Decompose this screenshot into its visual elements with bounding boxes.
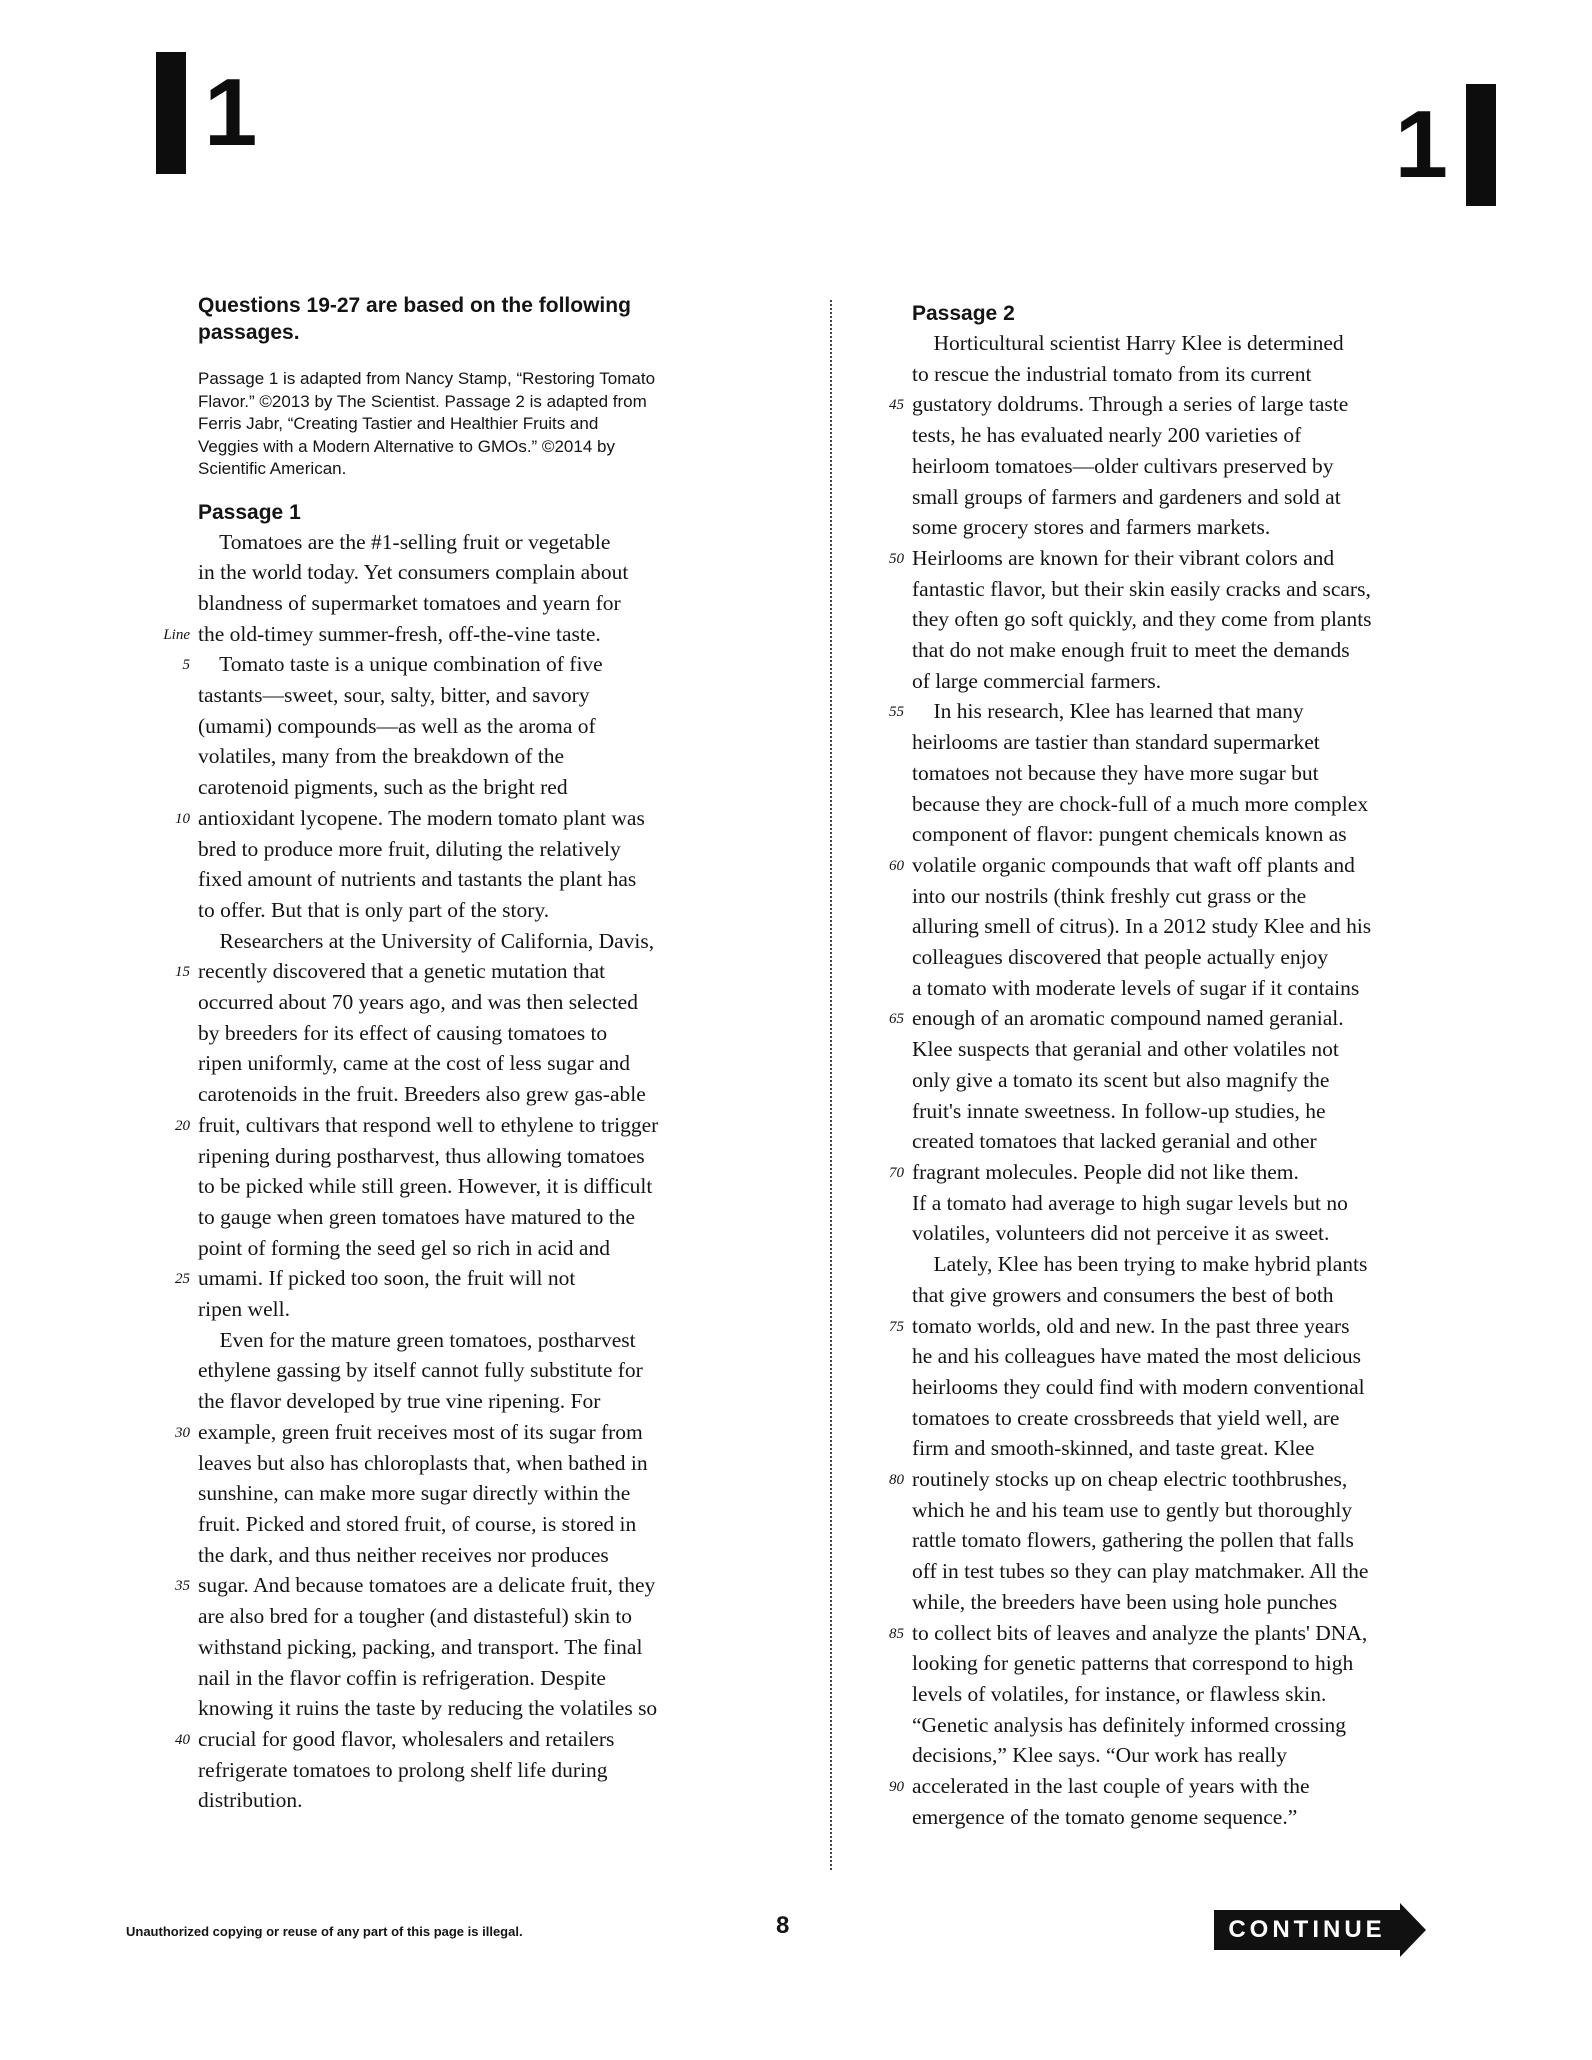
line-text: the dark, and thus neither receives nor produces bbox=[198, 1542, 609, 1567]
passage-line bbox=[912, 758, 1492, 789]
passage-line bbox=[912, 819, 1492, 850]
line-text: tomato worlds, old and new. In the past three years bbox=[912, 1313, 1350, 1338]
passage-line bbox=[175, 1417, 778, 1448]
passage-2-title: Passage 2 bbox=[912, 302, 1015, 325]
questions-heading-line: passages. bbox=[198, 321, 300, 344]
line-text: emergence of the tomato genome sequence.” bbox=[912, 1804, 1298, 1829]
passage-line bbox=[198, 1386, 778, 1417]
line-number: 5 bbox=[182, 657, 190, 674]
passage-line bbox=[912, 451, 1492, 482]
line-text: to rescue the industrial tomato from its current bbox=[912, 361, 1312, 386]
line-text: bred to produce more fruit, diluting the relatively bbox=[198, 836, 621, 861]
line-number: 35 bbox=[175, 1578, 190, 1595]
passage-line bbox=[912, 1280, 1492, 1311]
source-line: Ferris Jabr, “Creating Tastier and Healthier Fruits and bbox=[198, 414, 599, 433]
line-text: sunshine, can make more sugar directly within the bbox=[198, 1481, 631, 1506]
arrow-right-icon bbox=[1400, 1903, 1426, 1957]
line-text: Researchers at the University of California, Davis, bbox=[198, 928, 655, 953]
passage-line bbox=[198, 1325, 778, 1356]
passage-line bbox=[912, 420, 1492, 451]
line-text: crucial for good flavor, wholesalers and retailers bbox=[198, 1726, 615, 1751]
line-number: 55 bbox=[889, 704, 904, 721]
line-text: volatile organic compounds that waft off plants and bbox=[912, 852, 1355, 877]
passage-line bbox=[912, 727, 1492, 758]
passage-line bbox=[912, 1403, 1492, 1434]
column-divider bbox=[830, 300, 832, 1870]
source-line: Veggies with a Modern Alternative to GMOs.” ©2014 by bbox=[198, 436, 615, 456]
passage-line bbox=[889, 1311, 1492, 1342]
passage-line bbox=[912, 1587, 1492, 1618]
line-text: fragrant molecules. People did not like them. bbox=[912, 1159, 1299, 1184]
page-number: 8 bbox=[776, 1912, 790, 1939]
passage-line bbox=[889, 543, 1492, 574]
line-text: volatiles, many from the breakdown of the bbox=[198, 744, 564, 769]
line-text: of large commercial farmers. bbox=[912, 668, 1162, 693]
source-line: Passage 1 is adapted from Nancy Stamp, “Restoring Tomato bbox=[198, 369, 656, 388]
line-text: heirlooms they could find with modern conventional bbox=[912, 1374, 1365, 1399]
passage-line bbox=[175, 1570, 778, 1601]
passage-line bbox=[198, 1141, 778, 1172]
line-text: fantastic flavor, but their skin easily cracks and scars, bbox=[912, 576, 1371, 601]
line-text: they often go soft quickly, and they come from plants bbox=[912, 607, 1372, 632]
line-text: Horticultural scientist Harry Klee is determined bbox=[912, 331, 1344, 355]
passage-line bbox=[175, 1110, 778, 1141]
passage-line bbox=[889, 389, 1492, 420]
passage-line bbox=[198, 1785, 778, 1816]
line-text: Tomato taste is a unique combination of five bbox=[198, 652, 603, 677]
passage-line bbox=[912, 635, 1492, 666]
passage-line bbox=[198, 834, 778, 865]
line-text: that do not make enough fruit to meet the demands bbox=[912, 638, 1350, 663]
passage-line bbox=[182, 649, 778, 680]
passage-line bbox=[889, 1618, 1492, 1649]
line-text: “Genetic analysis has definitely informed crossing bbox=[912, 1712, 1347, 1737]
passage-line bbox=[912, 1556, 1492, 1587]
line-number: 70 bbox=[889, 1164, 904, 1181]
line-text: Tomatoes are the #1-selling fruit or vegetable bbox=[198, 529, 611, 554]
line-number: 50 bbox=[889, 550, 904, 567]
line-text: knowing it ruins the taste by reducing the volatiles so bbox=[198, 1696, 658, 1721]
passage-line bbox=[912, 1802, 1492, 1833]
line-text: alluring smell of citrus). In a 2012 study Klee and his bbox=[912, 914, 1372, 939]
passage-line bbox=[912, 1433, 1492, 1464]
left-column bbox=[163, 292, 778, 1816]
right-column bbox=[889, 300, 1492, 1832]
line-text: fixed amount of nutrients and tastants the plant has bbox=[198, 867, 637, 892]
line-text: rattle tomato flowers, gathering the pollen that falls bbox=[912, 1528, 1354, 1553]
passage-line bbox=[198, 1171, 778, 1202]
passage-2-text bbox=[889, 328, 1492, 1832]
passage-line bbox=[912, 512, 1492, 543]
line-number: Line bbox=[163, 626, 190, 643]
passage-line bbox=[198, 1509, 778, 1540]
section-marker-right bbox=[1395, 84, 1496, 206]
passage-line bbox=[198, 1540, 778, 1571]
line-text: only give a tomato its scent but also magnify the bbox=[912, 1067, 1330, 1092]
passage-line bbox=[175, 956, 778, 987]
passage-line bbox=[912, 911, 1492, 942]
passage-line bbox=[198, 527, 778, 558]
source-line: Scientific American. bbox=[198, 459, 347, 478]
line-text: heirloom tomatoes—older cultivars preserved by bbox=[912, 453, 1334, 478]
line-text: ripen uniformly, came at the cost of less sugar and bbox=[198, 1051, 631, 1076]
line-text: If a tomato had average to high sugar levels but no bbox=[912, 1190, 1348, 1215]
passage-line bbox=[198, 1632, 778, 1663]
line-text: (umami) compounds—as well as the aroma of bbox=[198, 713, 596, 738]
passage-line bbox=[198, 926, 778, 957]
line-text: tastants—sweet, sour, salty, bitter, and savory bbox=[198, 683, 590, 708]
line-number: 30 bbox=[175, 1424, 190, 1441]
passage-line bbox=[889, 1771, 1492, 1802]
line-text: carotenoid pigments, such as the bright red bbox=[198, 775, 568, 800]
line-text: withstand picking, packing, and transport. The final bbox=[198, 1634, 643, 1659]
line-text: small groups of farmers and gardeners and sold at bbox=[912, 484, 1341, 509]
line-text: he and his colleagues have mated the most delicious bbox=[912, 1344, 1361, 1369]
passage-line bbox=[912, 973, 1492, 1004]
line-text: ripen well. bbox=[198, 1297, 290, 1322]
line-number: 15 bbox=[175, 964, 190, 981]
passage-line bbox=[198, 741, 778, 772]
passage-line bbox=[912, 1740, 1492, 1771]
passage-1-text bbox=[163, 527, 778, 1817]
line-text: by breeders for its effect of causing tomatoes to bbox=[198, 1020, 608, 1045]
line-text: heirlooms are tastier than standard supermarket bbox=[912, 730, 1320, 755]
passage-line bbox=[912, 574, 1492, 605]
line-text: the old-timey summer-fresh, off-the-vine taste. bbox=[198, 621, 601, 646]
line-text: a tomato with moderate levels of sugar if it contains bbox=[912, 975, 1360, 1000]
passage-line bbox=[912, 1341, 1492, 1372]
passage-line bbox=[198, 1202, 778, 1233]
line-text: refrigerate tomatoes to prolong shelf life during bbox=[198, 1757, 608, 1782]
passage-line bbox=[198, 1294, 778, 1325]
questions-heading bbox=[198, 292, 778, 346]
section-bar bbox=[156, 52, 186, 174]
passage-line bbox=[912, 359, 1492, 390]
line-text: carotenoids in the fruit. Breeders also grew gas-able bbox=[198, 1082, 646, 1107]
line-text: example, green fruit receives most of its sugar from bbox=[198, 1419, 643, 1444]
passage-line bbox=[912, 1372, 1492, 1403]
passage-line bbox=[912, 1525, 1492, 1556]
passage-line bbox=[912, 1126, 1492, 1157]
line-text: to gauge when green tomatoes have matured to the bbox=[198, 1204, 636, 1229]
line-text: fruit's innate sweetness. In follow-up studies, he bbox=[912, 1098, 1326, 1123]
passage-line bbox=[912, 789, 1492, 820]
line-text: the flavor developed by true vine ripening. For bbox=[198, 1389, 601, 1414]
passage-line bbox=[175, 1724, 778, 1755]
line-text: In his research, Klee has learned that many bbox=[912, 699, 1304, 724]
passage-line bbox=[198, 711, 778, 742]
passage-line bbox=[912, 1034, 1492, 1065]
section-marker-left bbox=[156, 52, 257, 174]
line-text: because they are chock-full of a much more complex bbox=[912, 791, 1369, 816]
line-text: Even for the mature green tomatoes, postharvest bbox=[198, 1327, 636, 1352]
line-number: 80 bbox=[889, 1472, 904, 1489]
line-text: ethylene gassing by itself cannot fully substitute for bbox=[198, 1358, 643, 1383]
passage-line bbox=[912, 1495, 1492, 1526]
line-text: gustatory doldrums. Through a series of large taste bbox=[912, 392, 1349, 417]
passage-line bbox=[912, 1188, 1492, 1219]
line-number: 10 bbox=[175, 810, 190, 827]
line-text: antioxidant lycopene. The modern tomato plant was bbox=[198, 805, 645, 830]
passage-line bbox=[198, 772, 778, 803]
line-text: firm and smooth-skinned, and taste great. Klee bbox=[912, 1436, 1315, 1461]
passage-line bbox=[912, 482, 1492, 513]
passage-line bbox=[198, 1079, 778, 1110]
passage-line bbox=[163, 619, 778, 650]
line-text: volatiles, volunteers did not perceive it as sweet. bbox=[912, 1221, 1330, 1246]
line-number: 75 bbox=[889, 1318, 904, 1335]
passage-line bbox=[912, 666, 1492, 697]
line-text: in the world today. Yet consumers complain about bbox=[198, 560, 629, 585]
line-number: 85 bbox=[889, 1625, 904, 1642]
line-text: which he and his team use to gently but thoroughly bbox=[912, 1497, 1353, 1522]
line-text: into our nostrils (think freshly cut grass or the bbox=[912, 883, 1307, 908]
section-bar bbox=[1466, 84, 1496, 206]
line-text: tests, he has evaluated nearly 200 varieties of bbox=[912, 423, 1302, 448]
line-text: are also bred for a tougher (and distasteful) skin to bbox=[198, 1604, 633, 1629]
section-number: 1 bbox=[204, 59, 258, 166]
line-number: 20 bbox=[175, 1117, 190, 1134]
passage-line bbox=[198, 864, 778, 895]
line-number: 60 bbox=[889, 857, 904, 874]
passage-line bbox=[198, 680, 778, 711]
line-text: leaves but also has chloroplasts that, when bathed in bbox=[198, 1450, 648, 1475]
line-text: ripening during postharvest, thus allowing tomatoes bbox=[198, 1143, 645, 1168]
line-text: levels of volatiles, for instance, or flawless skin. bbox=[912, 1681, 1327, 1706]
passage-line bbox=[198, 1601, 778, 1632]
line-text: fruit, cultivars that respond well to ethylene to trigger bbox=[198, 1112, 659, 1137]
passage-line bbox=[198, 1355, 778, 1386]
line-text: accelerated in the last couple of years with the bbox=[912, 1774, 1310, 1799]
passage-line bbox=[198, 1478, 778, 1509]
line-text: point of forming the seed gel so rich in acid and bbox=[198, 1235, 610, 1260]
passage-line bbox=[912, 1679, 1492, 1710]
passage-line bbox=[912, 1218, 1492, 1249]
passage-line bbox=[912, 1648, 1492, 1679]
line-number: 40 bbox=[175, 1731, 190, 1748]
passage-line bbox=[198, 1663, 778, 1694]
line-text: occurred about 70 years ago, and was then selected bbox=[198, 990, 638, 1015]
line-text: nail in the flavor coffin is refrigeration. Despite bbox=[198, 1665, 606, 1690]
passage-line bbox=[912, 1065, 1492, 1096]
line-text: tomatoes to create crossbreeds that yield well, are bbox=[912, 1405, 1340, 1430]
passage-line bbox=[889, 850, 1492, 881]
passage-line bbox=[198, 1018, 778, 1049]
line-text: blandness of supermarket tomatoes and yearn for bbox=[198, 590, 621, 615]
line-text: off in test tubes so they can play matchmaker. All the bbox=[912, 1559, 1369, 1584]
passage-line bbox=[912, 942, 1492, 973]
line-text: Klee suspects that geranial and other volatiles not bbox=[912, 1037, 1339, 1062]
passage-line bbox=[198, 987, 778, 1018]
line-text: colleagues discovered that people actually enjoy bbox=[912, 945, 1329, 970]
continue-label: CONTINUE bbox=[1214, 1910, 1400, 1950]
copyright-notice: Unauthorized copying or reuse of any part of this page is illegal. bbox=[126, 1924, 523, 1939]
passage-line bbox=[198, 895, 778, 926]
source-line: Flavor.” ©2013 by The Scientist. Passage 2 is adapted from bbox=[198, 391, 647, 411]
line-text: that give growers and consumers the best of both bbox=[912, 1282, 1334, 1307]
line-text: routinely stocks up on cheap electric toothbrushes, bbox=[912, 1467, 1348, 1492]
line-text: distribution. bbox=[198, 1788, 303, 1813]
source-attribution bbox=[198, 368, 778, 481]
passage-line bbox=[912, 1096, 1492, 1127]
passage-line bbox=[198, 1233, 778, 1264]
line-text: some grocery stores and farmers markets. bbox=[912, 515, 1271, 540]
line-number: 90 bbox=[889, 1779, 904, 1796]
passage-line bbox=[198, 1448, 778, 1479]
passage-1-title: Passage 1 bbox=[198, 500, 301, 524]
line-number: 45 bbox=[889, 397, 904, 414]
continue-button[interactable] bbox=[1214, 1910, 1434, 1950]
line-text: to be picked while still green. However, it is difficult bbox=[198, 1174, 653, 1199]
passage-line bbox=[912, 881, 1492, 912]
passage-line bbox=[912, 1249, 1492, 1280]
line-text: Lately, Klee has been trying to make hybrid plants bbox=[912, 1252, 1368, 1277]
line-number: 65 bbox=[889, 1011, 904, 1028]
passage-line bbox=[889, 1157, 1492, 1188]
passage-line bbox=[912, 604, 1492, 635]
passage-line bbox=[175, 1263, 778, 1294]
line-text: decisions,” Klee says. “Our work has really bbox=[912, 1743, 1287, 1768]
line-text: Heirlooms are known for their vibrant colors and bbox=[912, 545, 1335, 570]
line-text: looking for genetic patterns that correspond to high bbox=[912, 1651, 1354, 1676]
passage-line bbox=[889, 1464, 1492, 1495]
section-number: 1 bbox=[1394, 91, 1448, 198]
passage-line bbox=[198, 588, 778, 619]
passage-line bbox=[912, 328, 1492, 359]
line-text: enough of an aromatic compound named geranial. bbox=[912, 1006, 1344, 1031]
passage-line bbox=[889, 1003, 1492, 1034]
line-text: to offer. But that is only part of the story. bbox=[198, 897, 550, 922]
line-text: umami. If picked too soon, the fruit will not bbox=[198, 1266, 576, 1291]
line-text: recently discovered that a genetic mutation that bbox=[198, 959, 606, 984]
questions-heading-line: Questions 19-27 are based on the following bbox=[198, 294, 631, 317]
line-text: tomatoes not because they have more sugar but bbox=[912, 760, 1319, 785]
line-text: created tomatoes that lacked geranial and other bbox=[912, 1129, 1317, 1154]
passage-line bbox=[198, 1693, 778, 1724]
passage-line bbox=[889, 696, 1492, 727]
line-text: to collect bits of leaves and analyze the plants' DNA, bbox=[912, 1620, 1368, 1645]
passage-line bbox=[198, 557, 778, 588]
passage-line bbox=[198, 1048, 778, 1079]
line-text: fruit. Picked and stored fruit, of course, is stored in bbox=[198, 1512, 637, 1536]
line-number: 25 bbox=[175, 1271, 190, 1288]
passage-line bbox=[198, 1755, 778, 1786]
line-text: while, the breeders have been using hole punches bbox=[912, 1589, 1338, 1614]
passage-line bbox=[912, 1710, 1492, 1741]
line-text: sugar. And because tomatoes are a delicate fruit, they bbox=[198, 1573, 656, 1598]
line-text: component of flavor: pungent chemicals known as bbox=[912, 822, 1347, 847]
passage-line bbox=[175, 803, 778, 834]
